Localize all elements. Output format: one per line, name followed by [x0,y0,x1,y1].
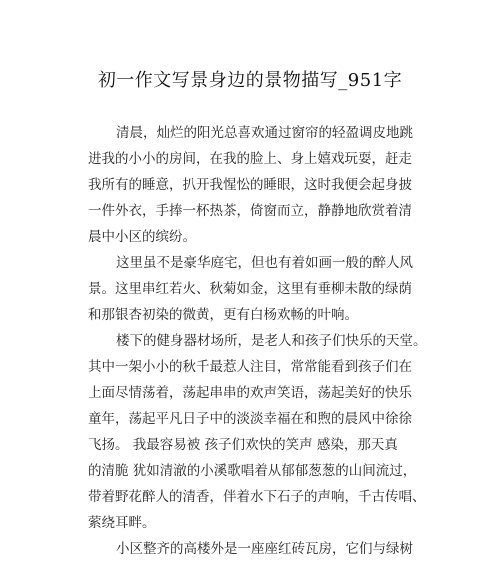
paragraph-line: 其中一架小小的秋千最惹人注目，常常能看到孩子们在 [88,359,412,375]
paragraph-line: 这里虽不是豪华庭宅，但也有着如画一般的醉人风 [116,255,413,271]
paragraph-line: 带着野花醉人的清香，伴着水下石子的声响，千古传唱、 [88,489,426,505]
paragraph-line: 景。这里串红若火、秋菊如金，这里有垂柳未散的绿荫 [88,281,412,297]
paragraph-line: 萦绕耳畔。 [88,515,156,531]
paragraph-line: 上面尽情荡着，荡起串串的欢声笑语，荡起美好的快乐 [88,385,412,401]
paragraph-line: 一件外衣，手捧一杯热茶，倚窗而立，静静地欣赏着清 [88,203,412,219]
paragraph-line: 和那银杏初染的微黄，更有白杨欢畅的叶响。 [88,307,358,323]
paragraph-line: 楼下的健身器材场所，是老人和孩子们快乐的天堂。 [116,333,426,349]
paragraph-line: 清晨，灿烂的阳光总喜欢通过窗帘的轻盈调皮地跳 [116,125,413,141]
paragraph-line: 童年，荡起平凡日子中的淡淡幸福在和煦的晨风中徐徐 [88,411,412,427]
paragraph-line: 晨中小区的缤纷。 [88,229,196,245]
paragraph-line: 飞扬。 我最容易被 孩子们欢快的笑声 感染，那天真 [88,437,398,453]
paragraph-line: 小区整齐的高楼外是一座座红砖瓦房，它们与绿树 [116,541,413,557]
article-body [88,120,426,562]
page-title: 初一作文写景身边的景物描写_951字 [97,70,403,91]
paragraph-line: 我所有的睡意，扒开我惺忪的睡眼，这时我便会起身披 [88,177,412,193]
paragraph-line: 进我的小小的房间，在我的脸上、身上嬉戏玩耍，赶走 [88,151,412,167]
paragraph-line: 的清脆 犹如清澈的小溪歌唱着从郁郁葱葱的山间流过， [88,463,417,479]
